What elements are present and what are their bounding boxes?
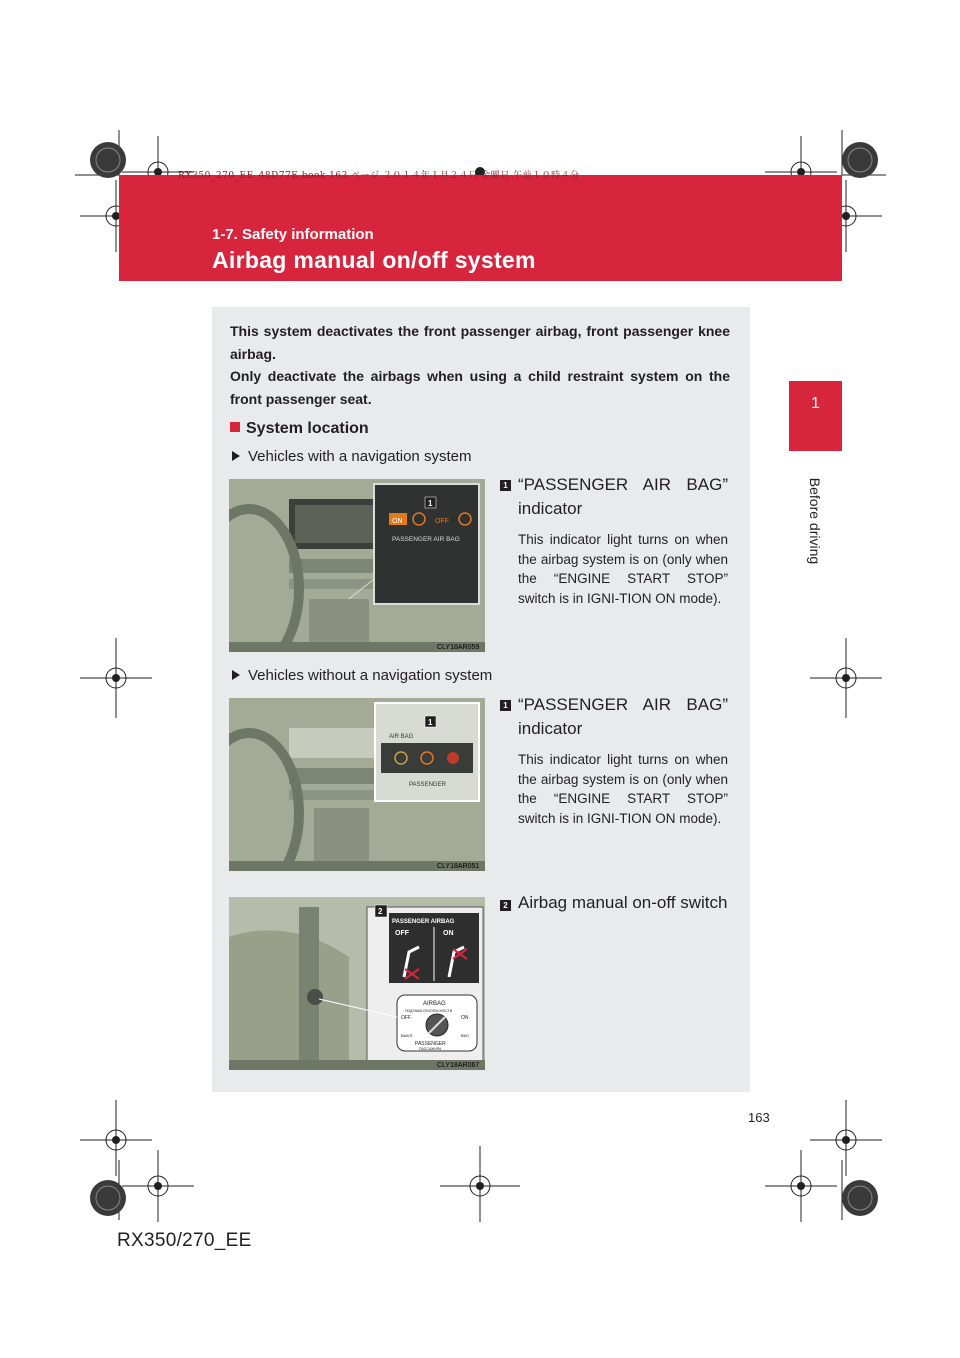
dial-off-text: OFF [401, 1015, 411, 1021]
section-label: 1-7. Safety information [212, 226, 374, 243]
image-code-2: CLY18AR051 [437, 863, 480, 870]
dial-top-text: AIRBAG [423, 1001, 446, 1007]
callout-marker-2: 1 [500, 700, 511, 711]
switch-on-text: ON [443, 930, 454, 937]
inset-on-text: ON [392, 518, 403, 525]
callout-marker-1: 1 [500, 480, 511, 491]
square-bullet-icon [230, 422, 240, 432]
file-info-line: RX350_270_EE_48D77E.book 163 ページ ２０１４年１月２４日 金曜日 午前１０時４分 [178, 171, 580, 181]
dial-sub-text: ПОДУШКА БЕЗОПАСНОСТИ [405, 1009, 453, 1013]
vehicle-nav-item: Vehicles with a navigation system [232, 448, 471, 465]
page-title: Airbag manual on/off system [212, 247, 536, 273]
chapter-tab [789, 381, 842, 451]
illustration-nav-dashboard [229, 479, 485, 652]
inset-marker-2: 2 [378, 907, 383, 916]
inset-top-text: AIR BAG [389, 734, 414, 740]
switch-label-header: PASSENGER AIRBAG [392, 919, 455, 925]
intro-paragraph-1: This system deactivates the front passenger airbag, front passenger knee airbag. [230, 323, 730, 362]
inset-marker-1: 1 [428, 499, 433, 508]
vehicle-no-nav-item: Vehicles without a navigation system [232, 667, 492, 684]
arrow-right-icon [232, 670, 240, 680]
illustration-no-nav-dashboard [229, 698, 485, 871]
callout-title-switch: Airbag manual on-off switch [518, 893, 728, 912]
inset-marker-1b: 1 [428, 718, 433, 727]
page-number: 163 [748, 1110, 770, 1125]
dial-vykl-text: ВЫКЛ [401, 1033, 413, 1038]
dashboard-drawing [229, 698, 485, 871]
intro-paragraph-2: Only deactivate the airbags when using a child restraint system on the front passenger seat. [230, 368, 730, 407]
dashboard-drawing [229, 479, 485, 652]
callout-body-no-nav: This indicator light turns on when the airbag system is on (only when the “ENGINE START STOP” switch is in IGNI-TION ON mode). [518, 752, 728, 826]
image-code-3: CLY18AR067 [437, 1062, 480, 1069]
image-code-1: CLY18AR059 [437, 644, 480, 651]
callout-body-nav: This indicator light turns on when the airbag system is on (only when the “ENGINE START STOP” switch is in IGNI-TION ON mode). [518, 532, 728, 606]
callout-marker-3: 2 [500, 900, 511, 911]
footer-model: RX350/270_EE [117, 1230, 252, 1251]
inset-label-text: PASSENGER AIR BAG [392, 536, 460, 543]
inset-bottom-text: PASSENGER [409, 782, 446, 788]
dial-vkl-text: ВКЛ [461, 1033, 469, 1038]
switch-drawing [229, 897, 485, 1070]
inset-off-text: OFF [435, 518, 449, 525]
arrow-right-icon [232, 451, 240, 461]
dial-on-text: ON [461, 1015, 469, 1021]
dial-bottom-text: PASSENGER [415, 1041, 446, 1047]
section-heading: System location [230, 420, 369, 438]
dial-bottom-ru-text: ПАССАЖИРА [419, 1047, 442, 1051]
chapter-label: Before driving [807, 477, 823, 565]
illustration-airbag-switch [229, 897, 485, 1070]
callout-title-nav: “PASSENGER AIR BAG” indicator [518, 475, 728, 518]
switch-off-text: OFF [395, 930, 409, 937]
chapter-number: 1 [811, 395, 820, 412]
callout-title-no-nav: “PASSENGER AIR BAG” indicator [518, 695, 728, 738]
